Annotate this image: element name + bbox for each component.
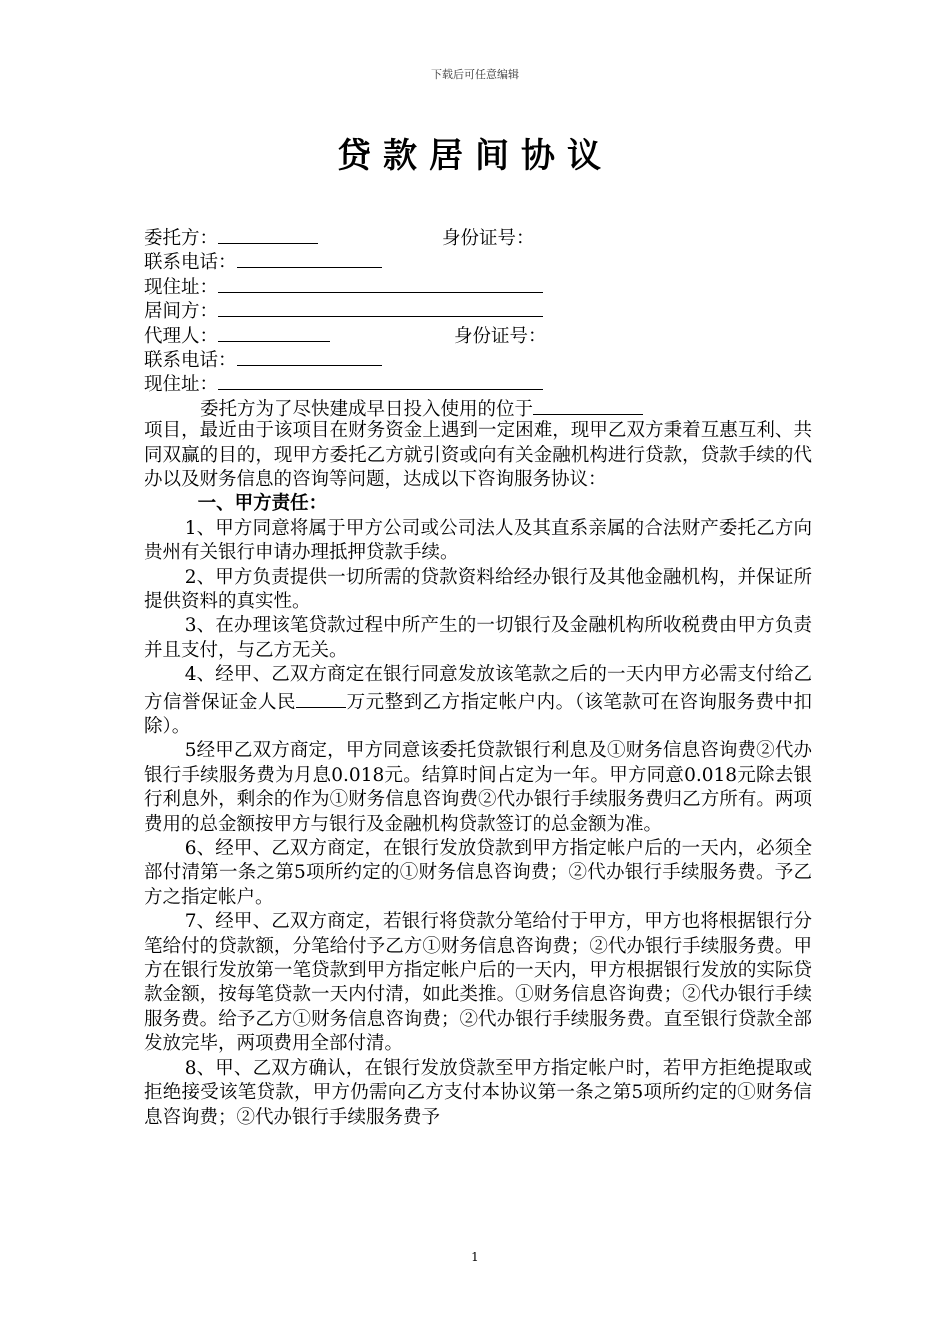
agent-row [144,322,812,346]
document-title: 贷款居间协议 [337,136,613,176]
agent-phone-label: 联系电话： [144,349,237,371]
agent-phone-row [144,346,812,370]
agent-id-label: 身份证号： [454,325,547,347]
clause-3: 3、在办理该笔贷款过程中所产生的一切银行及金融机构所收税费由甲方负责并且支付，与乙方无关。 [144,615,812,661]
client-label: 委托方： [144,228,219,249]
broker-blank [218,297,543,317]
intro-lead: 委托方为了尽快建成早日投入使用的位于 [200,398,534,420]
client-address-label: 现住址： [144,276,219,298]
clause-6: 6、经甲、乙双方商定，在银行发放贷款到甲方指定帐户后的一天内，必须全部付清第一条之第5项所约定的①财务信息咨询费；②代办银行手续服务费。予乙方之指定帐户。 [144,838,812,908]
client-phone-row [144,248,812,272]
client-id-label: 身份证号： [442,228,535,249]
clause-4-part-a: 4、经甲、乙双方商定在银行同意发放该笔款之后的一天内甲方必需支付给乙方信誉保证金人民 [144,664,812,713]
clause-4-part-b: 万元整到乙方指定帐户内。（该笔款可在咨询服务费中扣除）。 [144,691,812,737]
project-location-blank [533,395,643,415]
client-address-row [144,273,812,297]
clause-7: 7、经甲、乙双方商定，若银行将贷款分笔给付于甲方，甲方也将根据银行分笔给付的贷款额，分笔给付予乙方①财务信息咨询费；②代办银行手续服务费。甲方在银行发放第一笔贷款到甲方指定帐户后的一天内，甲方根据银行发放的实际贷款金额，按每笔贷款一天内付清，如此类推。①财务信息咨询费；②代办银行手续服务费。给予乙方①财务信息咨询费；②代办银行手续服务费。直至银行贷款全部发放完毕，两项费用全部付清。 [144,911,812,1055]
client-address-blank [218,273,543,293]
client-phone-label: 联系电话： [144,252,237,274]
broker-label: 居间方： [144,301,219,323]
agent-address-row [144,370,812,394]
agent-label: 代理人： [144,325,219,347]
broker-row [144,297,812,321]
clause-2: 2、甲方负责提供一切所需的贷款资料给经办银行及其他金融机构，并保证所提供资料的真实性。 [144,566,812,612]
page-number: 1 [471,1250,479,1264]
clause-1: 1、甲方同意将属于甲方公司或公司法人及其直系亲属的合法财产委托乙方向贵州有关银行申请办理抵押贷款手续。 [144,517,812,564]
section-heading: 一、甲方责任： [197,493,328,515]
document-body [144,224,812,1130]
client-phone-blank [237,248,382,268]
agent-blank [218,322,330,342]
deposit-amount-blank [296,688,346,708]
clause-8: 8、甲、乙双方确认，在银行发放贷款至甲方指定帐户时，若甲方拒绝提取或拒绝接受该笔贷款，甲方仍需向乙方支付本协议第一条之第5项所约定的①财务信息咨询费；②代办银行手续服务费予 [144,1057,812,1128]
agent-address-label: 现住址： [144,374,219,396]
agent-phone-blank [237,346,382,366]
client-blank [218,224,318,244]
clause-4 [144,663,812,739]
clause-5: 5经甲乙双方商定，甲方同意该委托贷款银行利息及①财务信息咨询费②代办银行手续服务费为月息0.018元。结算时间占定为一年。甲方同意0.018元除去银行利息外，剩余的作为①财务信息咨询费②代办银行手续服务费归乙方所有。两项费用的总金额按甲方与银行及金融机构贷款签订的总金额为准。 [144,740,812,835]
agent-address-blank [218,370,543,390]
intro-lead-row [144,395,812,419]
header-note: 下载后可任意编辑 [431,68,519,81]
intro-paragraph: 项目，最近由于该项目在财务资金上遇到一定困难，现甲乙双方秉着互惠互利、共同双赢的目的，现甲方委托乙方就引资或向有关金融机构进行贷款，贷款手续的代办以及财务信息的咨询等问题，达成以下咨询服务协议： [144,420,812,490]
client-row [144,224,812,248]
